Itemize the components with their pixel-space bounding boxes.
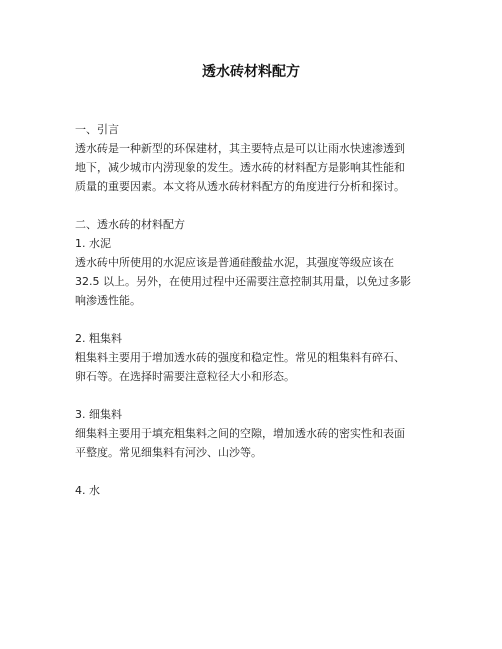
cement-paragraph (75, 253, 435, 310)
section-heading-formula: 二、透水砖的材料配方 (75, 218, 185, 231)
item-heading-fine-aggregate: 3. 细集料 (75, 408, 122, 421)
paragraph-line: 透水砖中所使用的水泥应该是普通硅酸盐水泥，其强度等级应该在 (75, 256, 394, 269)
fine-aggregate-paragraph (75, 424, 435, 462)
paragraph-line: 粗集料主要用于增加透水砖的强度和稳定性。常见的粗集料有碎石、 (75, 351, 405, 364)
section-heading-intro: 一、引言 (75, 123, 119, 136)
paragraph-line: 平整度。常见细集料有河沙、山沙等。 (75, 446, 262, 459)
document-title: 透水砖材料配方 (202, 64, 300, 80)
document-body (75, 120, 435, 500)
paragraph-line: 质量的重要因素。本文将从透水砖材料配方的角度进行分析和探讨。 (75, 180, 405, 193)
spacer (75, 462, 435, 481)
paragraph-line: 响渗透性能。 (75, 294, 141, 307)
item-heading-cement: 1. 水泥 (75, 237, 111, 250)
paragraph-line: 卵石等。在选择时需要注意粒径大小和形态。 (75, 370, 295, 383)
paragraph-line: 32.5 以上。另外，在使用过程中还需要注意控制其用量，以免过多影 (75, 275, 411, 288)
coarse-aggregate-paragraph (75, 348, 435, 386)
spacer (75, 386, 435, 405)
paragraph-line: 透水砖是一种新型的环保建材，其主要特点是可以让雨水快速渗透到 (75, 142, 405, 155)
item-heading-water: 4. 水 (75, 484, 100, 497)
spacer (75, 196, 435, 215)
paragraph-line: 细集料主要用于填充粗集料之间的空隙，增加透水砖的密实性和表面 (75, 427, 405, 440)
item-heading-coarse-aggregate: 2. 粗集料 (75, 332, 122, 345)
spacer (75, 310, 435, 329)
intro-paragraph (75, 139, 435, 196)
paragraph-line: 地下，减少城市内涝现象的发生。透水砖的材料配方是影响其性能和 (75, 161, 405, 174)
